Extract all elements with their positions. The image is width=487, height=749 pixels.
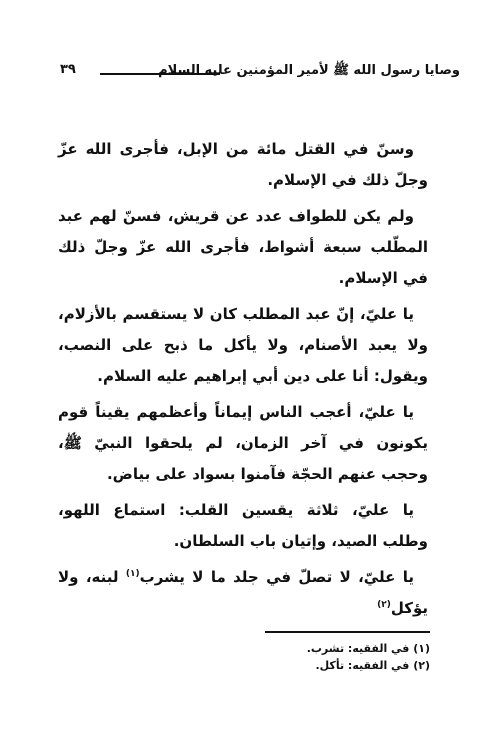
footnote-1: (١) في الفقيه: تشرب. xyxy=(306,642,430,655)
running-header xyxy=(60,62,460,86)
paragraph-1: وسنّ في القتل مائة من الإبل، فأجرى الله عزّ وجلّ ذلك في الإسلام. xyxy=(58,140,428,189)
header-rule xyxy=(100,73,220,75)
paragraph-2: ولم يكن للطواف عدد عن قريش، فسنّ لهم عبد المطّلب سبعة أشواط، فأجرى الله عزّ وجلّ ذلك في الإسلام. xyxy=(58,207,428,287)
paragraph-4: يا عليّ، أعجب الناس إيماناً وأعظمهم يقيناً قوم يكونون في آخر الزمان، لم يلحقوا النبيّ ﷺ، وحجب عنهم الحجّة فآمنوا بسواد على بياض. xyxy=(58,403,428,483)
footnote-ref-1: (١) xyxy=(125,569,140,579)
body-text xyxy=(58,134,428,629)
footnote-ref-2: (٢) xyxy=(377,600,391,610)
paragraph-5: يا عليّ، ثلاثة يقسين القلب: استماع اللهو، وطلب الصيد، وإتيان باب السلطان. xyxy=(58,501,428,550)
paragraph-3: يا عليّ، إنّ عبد المطلب كان لا يستقسم بالأزلام، ولا يعبد الأصنام، ولا يأكل ما ذبح على النصب، ويقول: أنا على دين أبي إبراهيم عليه السلام. xyxy=(58,305,428,385)
footnote-2: (٢) في الفقيه: تأكل. xyxy=(315,659,430,672)
running-title: وصايا رسول الله ﷺ لأمير المؤمنين عليه السلام xyxy=(158,63,460,78)
paragraph-6-part-a: يا عليّ، لا تصلّ في جلد ما لا يشرب xyxy=(139,568,414,586)
paragraph-6-part-b: لبنه، ولا يؤكل xyxy=(58,568,428,617)
footnote-rule xyxy=(265,631,430,633)
footnotes xyxy=(250,640,430,674)
page-number: ٣٩ xyxy=(60,62,76,77)
paragraph-6 xyxy=(58,562,428,624)
